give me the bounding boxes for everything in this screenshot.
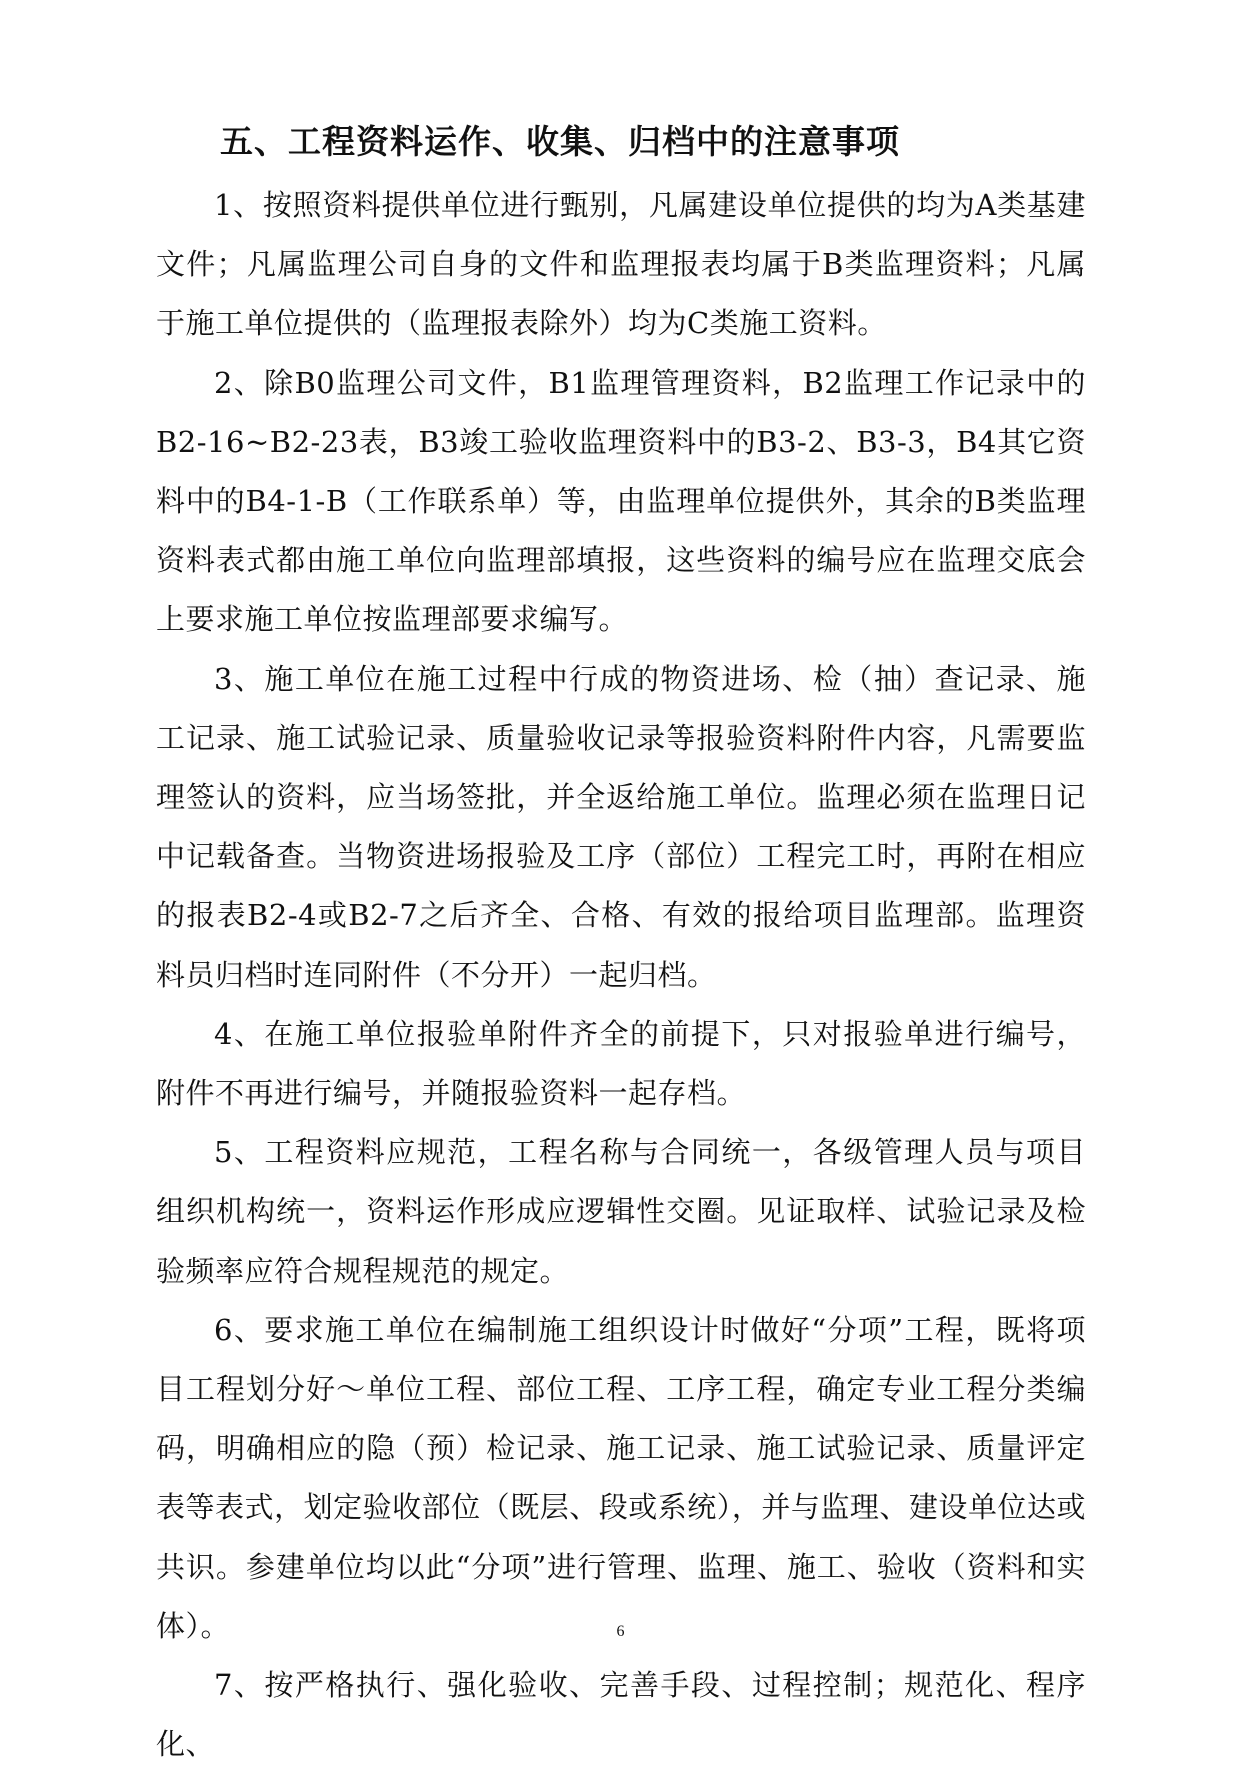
document-body bbox=[156, 176, 1086, 1774]
paragraph-5: 5、工程资料应规范，工程名称与合同统一，各级管理人员与项目组织机构统一，资料运作形成应逻辑性交圈。见证取样、试验记录及检验频率应符合规程规范的规定。 bbox=[156, 1135, 1086, 1288]
paragraph-3: 3、施工单位在施工过程中行成的物资进场、检（抽）查记录、施工记录、施工试验记录、质量验收记录等报验资料附件内容，凡需要监理签认的资料，应当场签批，并全返给施工单位。监理必须在监理日记中记载备查。当物资进场报验及工序（部位）工程完工时，再附在相应的报表B2-4或B2-7之后齐全、合格、有效的报给项目监理部。监理资料员归档时连同附件（不分开）一起归档。 bbox=[156, 661, 1086, 992]
paragraph-6: 6、要求施工单位在编制施工组织设计时做好“分项”工程，既将项目工程划分好～单位工程、部位工程、工序工程，确定专业工程分类编码，明确相应的隐（预）检记录、施工记录、施工试验记录、质量评定表等表式，划定验收部位（既层、段或系统），并与监理、建设单位达或共识。参建单位均以此“分项”进行管理、监理、施工、验收（资料和实体）。 bbox=[156, 1312, 1086, 1643]
paragraph-1: 1、按照资料提供单位进行甄别，凡属建设单位提供的均为A类基建文件；凡属监理公司自身的文件和监理报表均属于B类监理资料；凡属于施工单位提供的（监理报表除外）均为C类施工资料。 bbox=[156, 188, 1086, 341]
page-number: 6 bbox=[616, 1623, 625, 1640]
section-title: 五、工程资料运作、收集、归档中的注意事项 bbox=[220, 122, 900, 161]
paragraph-2: 2、除B0监理公司文件，B1监理管理资料，B2监理工作记录中的B2-16~B2-23表，B3竣工验收监理资料中的B3-2、B3-3，B4其它资料中的B4-1-B（工作联系单）等，由监理单位提供外，其余的B类监理资料表式都由施工单位向监理部填报，这些资料的编号应在监理交底会上要求施工单位按监理部要求编写。 bbox=[156, 365, 1086, 637]
paragraph-4: 4、在施工单位报验单附件齐全的前提下，只对报验单进行编号，附件不再进行编号，并随报验资料一起存档。 bbox=[156, 1016, 1086, 1111]
paragraph-7: 7、按严格执行、强化验收、完善手段、过程控制；规范化、程序化、 bbox=[156, 1668, 1086, 1762]
